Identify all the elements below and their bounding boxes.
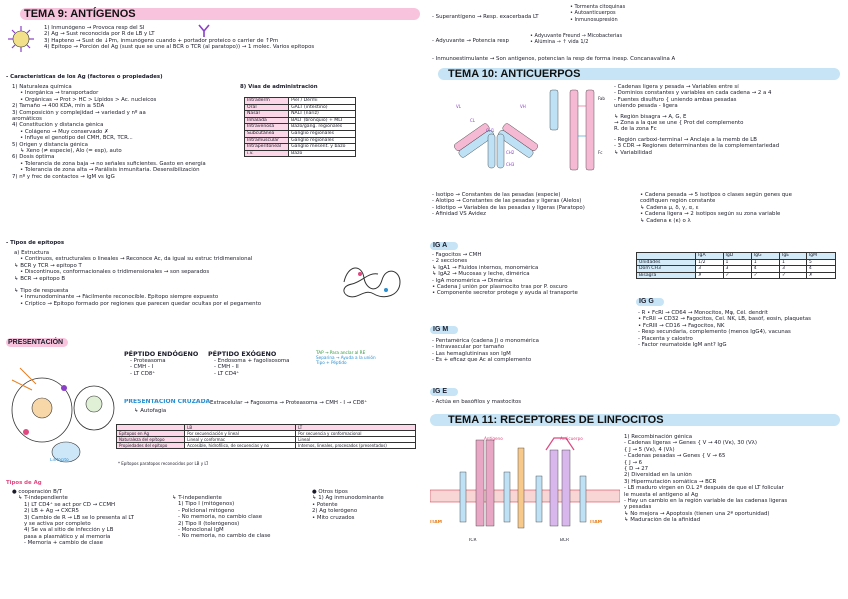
exogeno-block	[208, 350, 290, 377]
cadena-item: • Cadena ligera → 2 isotipos según su zona variable	[640, 211, 781, 218]
tipos-item: a) Estructura	[14, 250, 50, 256]
coop-item: 1) LT CD4⁺ se act por CD → CCMH	[24, 501, 116, 508]
t10-item: - Fuentes disulfuro { uniendo ambas pesadas	[614, 96, 737, 103]
table-cell: 3	[696, 266, 723, 273]
tap-note: TAP → Para anclar al RE	[316, 350, 366, 355]
lymphocyte-label: Linfocito	[50, 458, 69, 463]
table-row	[245, 104, 356, 111]
table-cell: Bazo	[289, 150, 356, 157]
t10-item: - Dominios constantes y variables en cada cadena → 2 a 4	[614, 90, 772, 97]
tcr-antigen-label: Antígeno	[484, 436, 503, 441]
igm-title: IG M	[433, 326, 449, 333]
tipos-item: • Discontinuos, conformacionales o tridimensionales → son separados	[20, 269, 210, 276]
table-row	[245, 137, 356, 144]
t10-item: → Zona a la que se une { Prot del complemento	[614, 120, 744, 127]
brace-item: • Inmunosupresión	[570, 16, 618, 23]
caract-item: aromáticos	[12, 116, 42, 123]
table-cell: 1	[723, 259, 751, 266]
tipos-item: ↳ BCR y TCR → epítopo T	[14, 262, 82, 269]
caract-item: • Orgánicas → Prot > HC > Lípidos > Ac. nucleicos	[20, 96, 157, 103]
t11-item: 2) Diversidad en la unión	[624, 472, 692, 479]
t11-item: le muesta el antígeno al Ag	[624, 491, 699, 498]
table-cell: Dom CH3	[637, 266, 696, 273]
t10-mid-item: - Idiotipo → Variables de las pesadas y ligeras (Paratopo)	[432, 204, 585, 211]
caract-item: 3) Composición y complejidad → variedad y nº aa	[12, 109, 146, 116]
endogeno-title: PÉPTIDO ENDÓGENO	[124, 350, 199, 358]
table-cell: Intramuscular	[245, 137, 289, 144]
fc-label: Fc	[598, 150, 603, 155]
superantigeno-brace	[570, 4, 625, 23]
separina-note: Separina → Ayuda a la unión Tipo + Péptido	[316, 355, 376, 366]
protein-fold-diagram	[338, 260, 408, 304]
cruzada-text: Extracelular → Fagosoma → Proteasoma → CMH - I → CD8⁺	[210, 400, 368, 406]
caract-title: - Características de los Ag (factores o propiedades)	[6, 74, 163, 80]
tema10-title: TEMA 10: ANTICUERPOS	[448, 68, 581, 80]
t10-item: - 3 CDR → Regiones determinantes de la complementariedad	[614, 143, 780, 150]
igg-item: - Placenta y calostro	[638, 335, 693, 342]
ige-title: IG E	[433, 388, 448, 395]
caract-item: 7) nº y frec de contactos → IgM vs IgG	[12, 173, 115, 180]
caract-list	[12, 84, 262, 180]
table-cell: GALT (intestino)	[289, 104, 356, 111]
antigen-icon	[6, 24, 36, 54]
tipos-item: • Críptico → Epítopo formado por regiones que parecen quedar ocultas por el pegamento	[20, 300, 262, 307]
tipos-ag-title: Tipos de Ag	[6, 480, 42, 486]
table-cell: Ganglio regionales	[289, 137, 356, 144]
t10-item: - Cadenas ligera y pesada → Variables entre sí	[614, 84, 739, 90]
igm-item: - Intravascular por tamaño	[432, 344, 505, 351]
tema11-list	[624, 434, 844, 524]
caract-item: • Inorgánica → transportador	[20, 90, 99, 97]
iga-item: - IgA monomérica → Dimérica	[432, 277, 513, 284]
table-cell: Epítopos en Ag	[117, 431, 185, 437]
coop-item: pasa a plasmático y al memoria	[24, 533, 111, 540]
otros-item: ● Otros tipos	[312, 489, 348, 495]
table-row	[117, 443, 416, 449]
table-cell: 1/2	[696, 259, 723, 266]
cruzada-sub: ↳ Autofagia	[134, 408, 167, 414]
table-row	[245, 144, 356, 151]
t11-item: - Cadenas pesadas → Genes { V → 65	[624, 453, 726, 460]
caract-item: ↳ Xeno (≠ especie), Alo (= esp), auto	[20, 148, 122, 155]
otros-list	[312, 489, 422, 521]
ti-item: 1) Tipo I (mitógenos)	[178, 501, 235, 508]
t10-item: - Región carboxi-terminal → Anclaje a la memb de LB	[614, 136, 757, 143]
itam-label: ITAM	[430, 520, 443, 525]
exogeno-item: - LT CD4⁺	[214, 370, 240, 377]
table-cell: Por secuenciación y lineal	[185, 431, 296, 437]
table-cell: Ganglio regionales	[289, 130, 356, 137]
iga-item: ↳ IgA1 → Fluidos internos, monomérica	[432, 264, 539, 271]
table-cell: IgE	[779, 253, 806, 260]
table-cell: Naturaleza del epítopo	[117, 437, 185, 443]
tipos-item: ↳ Tipo de respuesta	[14, 288, 69, 295]
ti-item: - Policlonal mitógeno	[178, 507, 235, 514]
exogeno-item: - Endosoma + fagolisosoma	[214, 358, 290, 364]
ti-list	[172, 495, 312, 540]
antibody-structure-diagram	[436, 84, 556, 176]
igg-item: - Resp secundaria, complemento (menos IgG4), vacunas	[638, 329, 791, 336]
table-cell: Unidades	[637, 259, 696, 266]
table-cell: Bazo/gang. regionales	[289, 124, 356, 131]
antigen-presentation-diagram	[6, 360, 118, 466]
caract-item: 6) Dosis óptima	[12, 154, 55, 161]
table-cell: Lineal y conformac	[185, 437, 296, 443]
table-cell: Nasal	[245, 111, 289, 118]
t10-item: ↳ Variabilidad	[614, 149, 652, 156]
presentacion-title: PRESENTACIÓN	[8, 339, 64, 346]
endogeno-item: - Proteasoma	[130, 358, 166, 364]
iga-item: • Componente secretor protege y ayuda al transporte	[432, 290, 578, 297]
lb-lt-table	[116, 424, 416, 449]
brace-item: • Adyuvante Freund → Micobacterias	[530, 33, 623, 39]
adyuvante-brace	[530, 33, 622, 46]
brace-item: • Tormenta citoquinas	[570, 4, 626, 10]
fab-label: Fab	[598, 96, 605, 101]
iga-item: • Cadena J unión por plasmocito tras por P. oscuro	[432, 284, 568, 291]
t11-item: 1) Recombinación génica	[624, 434, 693, 440]
ti-item: 2) Tipo II (tolerógenos)	[178, 520, 240, 527]
t11-item: { J → 6	[624, 459, 643, 466]
igm-item: - Es + eficaz que Ac al complemento	[432, 357, 532, 364]
igg-item: • FcRIII → CD16 → Fagocitos, NK	[638, 322, 725, 329]
receptor-diagram	[430, 432, 620, 544]
igg-item: - R • FcRI → CD64 → Monocitos, Mφ, Cél. dendrít	[638, 310, 768, 316]
t10-item: uniendo pesada - ligera	[614, 103, 678, 110]
coop-item: y se activa por completo	[24, 521, 91, 528]
endogeno-item: - LT CD8⁺	[130, 370, 156, 377]
iga-item: - Fagocitos → CMH	[432, 252, 482, 258]
tipos-item: • Continuos, estructurales o lineales → Reconoce Ac, da igual su estruc tridimensional	[20, 256, 253, 263]
table-cell: Lineal	[296, 437, 416, 443]
table-cell: Ganglio mesent. y bazo	[289, 144, 356, 151]
coop-item: - Memoria + cambio de clase	[24, 540, 103, 547]
caract-item: • Tolerancia de zona alta → Parálisis inmunitaria. Desensibilización	[20, 167, 200, 174]
table-cell: Accesible, hidrofílico, de secuencias y no	[185, 443, 296, 449]
brace-item: • Autoanticuerpos	[570, 10, 616, 17]
otros-item: ↳ 1) Ag inmunodominante	[312, 495, 384, 502]
table-row	[245, 124, 356, 131]
ige-item: - Actúa en basófilos y mastocitos	[432, 399, 522, 405]
cruzada-title: PRESENTACIÓN CRUZADA	[124, 399, 211, 405]
table-row	[245, 150, 356, 157]
table-row	[637, 266, 836, 273]
table-cell: ✓	[779, 272, 806, 279]
ti-item: ↳ T-independiente	[172, 495, 222, 501]
bcr-label: BCR	[560, 538, 570, 543]
t10-item: ↳ Región bisagra → A, G, E	[614, 113, 687, 120]
t11-item: ↳ No mejora → Apoptosis (tienen una 2ª oportunidad)	[624, 510, 770, 517]
t10-mid-item: - Isotipo → Constantes de las pesadas (especie)	[432, 192, 561, 198]
table-cell: 5	[806, 259, 835, 266]
table-cell: Propiedades del epítopo	[117, 443, 185, 449]
t11-item: - Hay un cambio en la región variable de las cadenas ligeras	[624, 498, 788, 505]
table-cell: 1	[779, 259, 806, 266]
superantigeno: - Superantígeno → Resp. exacerbada LT	[432, 14, 539, 20]
table-cell: Intravenosa	[245, 124, 289, 131]
cmp-note: * Epítopos paratopos reconocidos por LB y LT	[118, 461, 209, 466]
isotype-table	[636, 252, 836, 279]
table-cell: Intraperitoneal	[245, 144, 289, 151]
otros-item: • Potente	[312, 501, 338, 508]
ti-item: - No memoria, no cambio de clase	[178, 533, 271, 540]
coop-item: ↳ T-independiente	[18, 495, 68, 502]
table-cell: Bisagra	[637, 272, 696, 279]
itam-label-2: ITAM	[590, 520, 603, 525]
caract-item: • Colágeno → Muy conservado ✗	[20, 128, 109, 135]
tema10-right-list	[614, 84, 844, 156]
caract-item: 4) Constitución y distancia génica	[12, 122, 104, 129]
inmunoestimulante: - Inmunoestimulante → Son antígenos, potencian la resp de forma inesp. Concanavalina A	[432, 56, 676, 62]
intro-line: 2) Ag → Sust reconocida por R de LB y LT	[44, 31, 155, 38]
ab-label: CH2	[506, 150, 515, 155]
igm-item: - Las hemaglutininas son IgM	[432, 350, 511, 357]
table-cell: IgM	[806, 253, 835, 260]
table-cell: Por secuencia y conformacional	[296, 431, 416, 437]
table-row	[637, 253, 836, 260]
table-cell: Piel / Dérmi	[289, 98, 356, 105]
tipos-title: - Tipos de epítopos	[6, 240, 65, 246]
cadena-item: ↳ Cadena μ, δ, γ, α, ε	[640, 204, 699, 211]
caract-item: 2) Tamaño → 400 KDA, mín ≥ 5DA	[12, 103, 105, 110]
table-cell: Subcutánea	[245, 130, 289, 137]
tema9-title: TEMA 9: ANTÍGENOS	[24, 8, 136, 20]
coop-item: 3) Cambio de R → LB se lo presenta al LT	[24, 514, 134, 521]
igg-list	[638, 310, 846, 348]
caract-item: • Tolerancia de zona baja → no señales suficientes. Gasto en energía	[20, 160, 206, 167]
adyuvante: - Adyuvante → Potencia resp	[432, 38, 509, 44]
coop-item: 4) Se va al sitio de infección y LB	[24, 527, 114, 534]
ti-item: - No memoria, no cambio clase	[178, 514, 263, 521]
igg-title: IG G	[639, 298, 654, 305]
ab-label: CL	[470, 118, 476, 123]
igm-list	[432, 338, 632, 364]
endogeno-block	[124, 350, 198, 377]
exogeno-title: PÉPTIDO EXÓGENO	[208, 350, 277, 358]
table-row	[245, 117, 356, 124]
t11-item: { J → 5 (Vκ), 4 (Vλ)	[624, 446, 675, 453]
t10-item: R. de la zona Fc	[614, 126, 657, 133]
otros-item: 2) Ag tolerógeno	[312, 508, 358, 515]
t11-item: ↳ Maduración de la afinidad	[624, 517, 701, 524]
table-cell: ✗	[806, 272, 835, 279]
table-cell: 3	[779, 266, 806, 273]
table-cell: IgD	[723, 253, 751, 260]
table-cell: IgG	[751, 253, 779, 260]
tema10-mid-list	[432, 192, 652, 218]
ab-label: CH3	[506, 162, 515, 167]
table-cell: i.v.	[245, 150, 289, 157]
table-row	[245, 111, 356, 118]
table-cell: Oral	[245, 104, 289, 111]
cadena-item: • Cadena pesada → 5 isotipos o clases según genes que	[640, 192, 792, 198]
endogeno-item: - CMH - I	[130, 364, 154, 371]
caract-item: 1) Naturaleza química	[12, 84, 72, 90]
t11-item: - LB maduro virgen en O.L 2º después de que el LT folicular	[624, 485, 784, 492]
table-cell: ✓	[723, 272, 751, 279]
bcr-antibody-label: Anticuerpo	[560, 436, 583, 441]
table-cell: Internos, lineales, procesados (presentados)	[296, 443, 416, 449]
table-row	[245, 98, 356, 105]
iga-item: - 2 secciones	[432, 258, 468, 265]
ab-label: VL	[456, 104, 461, 109]
table-cell	[637, 253, 696, 260]
otros-item: • Mito cruzados	[312, 514, 355, 521]
t11-item: { D → 27	[624, 466, 649, 473]
table-cell: Intraderm	[245, 98, 289, 105]
table-cell: 3	[723, 266, 751, 273]
table-cell: 4	[806, 266, 835, 273]
cadena-item: codifiquen región constante	[640, 198, 716, 205]
t10-mid-item: - Alotipo → Constantes de las pesadas y ligeras (Alelos)	[432, 198, 582, 205]
t11-item: 3) Hipermutación somática → BCR	[624, 478, 717, 485]
iga-title: IG A	[433, 242, 448, 249]
vias-table	[244, 97, 356, 157]
coop-item: 2) LB + Ag → CXCR5	[24, 508, 79, 515]
cadena-list	[640, 192, 846, 224]
table-cell: ✓	[751, 272, 779, 279]
intro-line: 4) Epítopo → Porción del Ag (sust que se une al BCR o TCR (al paratopo)) → 1 molec. Varios epítopos	[44, 44, 315, 51]
igg-item: • FcRII → CD32 → Fagocitos, Cel. NK, LB, basóf, eosin, plaquetas	[638, 316, 811, 323]
table-row	[245, 130, 356, 137]
table-cell: 1	[751, 259, 779, 266]
tipos-item: ↳ BCR → epítopo B	[14, 275, 66, 282]
table-cell: LB	[185, 425, 296, 431]
tipos-item: • Inmunodominante → Fácilmente reconocible. Epítopo siempre expuesto	[20, 294, 219, 301]
igg-item: - Factor reumatoide IgM ant? IgG	[638, 342, 727, 349]
coop-list	[12, 489, 172, 547]
table-cell: LT	[296, 425, 416, 431]
tap-notes	[316, 350, 382, 366]
ab-label: CH1	[486, 128, 495, 133]
table-cell: 4	[751, 266, 779, 273]
tipos-list	[14, 250, 334, 307]
vias-title: 8) Vías de administración	[240, 84, 318, 90]
tema9-intro	[44, 25, 384, 51]
tema11-title: TEMA 11: RECEPTORES DE LINFOCITOS	[448, 414, 664, 426]
t10-mid-item: - Afinidad VS Avidez	[432, 211, 486, 218]
coop-item: ● cooperación B/T	[12, 489, 62, 495]
tcr-label: TCR	[468, 538, 477, 543]
exogeno-item: - CMH - II	[214, 364, 239, 371]
cadena-item: ↳ Cadena κ (κ) o λ	[640, 217, 691, 224]
iga-list	[432, 252, 632, 297]
igm-item: - Pentamérica (cadena J) o monomérica	[432, 338, 539, 344]
intro-line: 1) Inmunógeno → Provoca resp del SI	[44, 25, 145, 31]
table-cell: BALT (bronquio) + MLT	[289, 117, 356, 124]
ab-label: VH	[520, 104, 526, 109]
ti-item: - Monoclonal IgM	[178, 527, 224, 534]
caract-item: • Influye el genotipo del CMH, BCR, TCR...	[20, 135, 133, 142]
brace-item: • Alúmina → ↑ vida 1/2	[530, 39, 589, 46]
table-cell: ✗	[696, 272, 723, 279]
table-row	[637, 272, 836, 279]
t11-item: y pesadas	[624, 504, 652, 511]
table-cell: IgA	[696, 253, 723, 260]
table-cell: Inhalada	[245, 117, 289, 124]
table-cell: NALT (nariz)	[289, 111, 356, 118]
iga-item: ↳ IgA2 → Mucosas y leche, dimérica	[432, 271, 530, 278]
t11-item: - Cadenas ligeras → Genes { V → 40 (Vκ), 30 (Vλ)	[624, 440, 757, 447]
intro-line: 3) Hapteno → Sust de ↓Pm, inmunógeno cuando + portador proteico o carrier de ↑Pm	[44, 37, 279, 44]
caract-item: 5) Origen y distancia génica	[12, 141, 88, 148]
table-row	[637, 259, 836, 266]
